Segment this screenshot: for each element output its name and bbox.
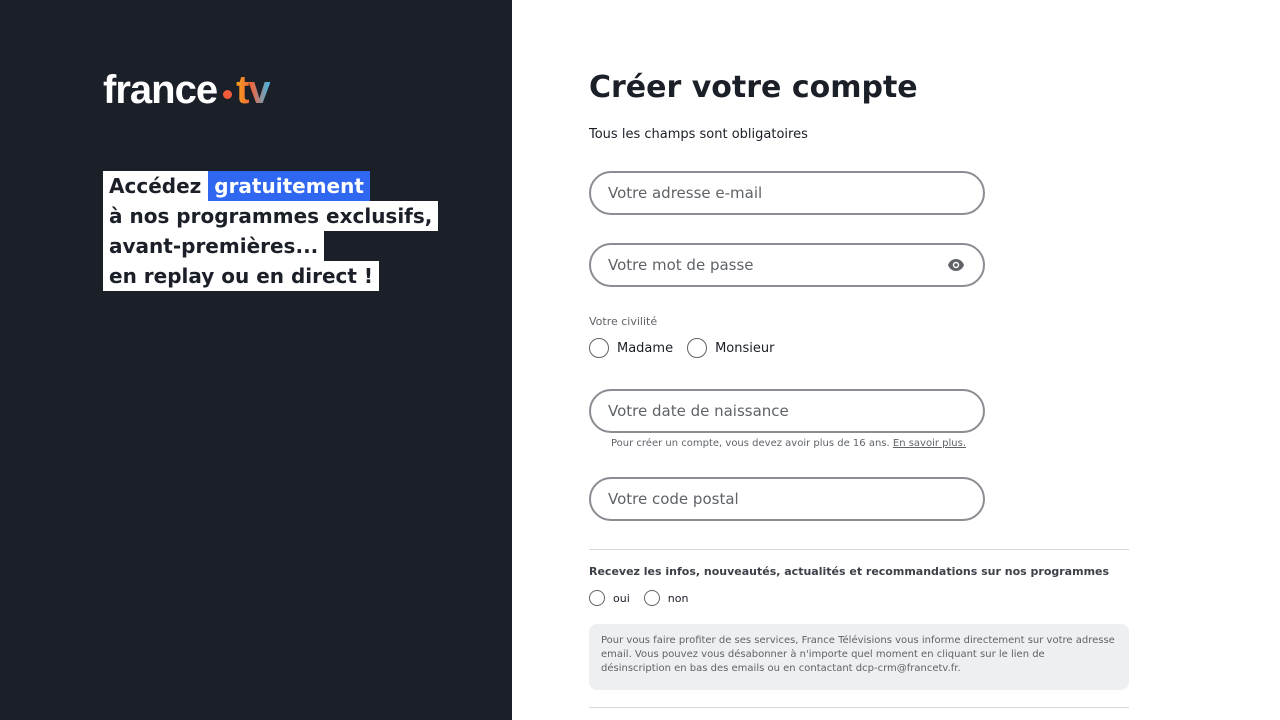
tagline-line-1-start: Accédez	[109, 174, 202, 198]
email-input[interactable]	[606, 183, 930, 203]
promo-tagline	[103, 171, 438, 291]
radio-non[interactable]	[644, 590, 689, 606]
radio-madame[interactable]	[589, 338, 673, 358]
password-field[interactable]	[589, 243, 985, 287]
age-hint	[611, 438, 966, 449]
radio-madame-label: Madame	[617, 340, 674, 356]
learn-more-link[interactable]: En savoir plus.	[892, 438, 967, 449]
radio-circle[interactable]	[644, 590, 660, 606]
radio-circle[interactable]	[589, 590, 605, 606]
tagline-highlight: gratuitement	[208, 171, 370, 201]
tagline-line-4: en replay ou en direct !	[103, 261, 379, 291]
divider	[589, 549, 1129, 550]
radio-monsieur-label: Monsieur	[715, 340, 775, 356]
newsletter-question: Recevez les infos, nouveautés, actualités et recommandations sur nos programmes	[589, 565, 1110, 578]
radio-oui-label: oui	[613, 591, 630, 605]
radio-oui[interactable]	[589, 590, 630, 606]
radio-circle[interactable]	[589, 338, 609, 358]
logo-text-suffix: tv	[236, 68, 270, 112]
age-hint-text: Pour créer un compte, vous devez avoir plus de 16 ans.	[611, 438, 890, 449]
logo-text-main: france	[103, 68, 218, 112]
tagline-line-2: à nos programmes exclusifs,	[103, 201, 438, 231]
form-title: Créer votre compte	[589, 70, 918, 105]
email-field[interactable]	[589, 171, 985, 215]
radio-monsieur[interactable]	[687, 338, 774, 358]
civility-options	[589, 338, 788, 358]
civility-label: Votre civilité	[589, 315, 658, 328]
divider-bottom	[589, 707, 1129, 708]
promo-panel	[0, 0, 512, 720]
radio-circle[interactable]	[687, 338, 707, 358]
privacy-info-box: Pour vous faire profiter de ses services, France Télévisions vous informe directement sur votre adresse email. Vous pouvez vous désabonner à n'importe quel moment en cliquant sur le lien de désinscription en bas des emails ou en contactant dcp-crm@francetv.fr.	[589, 624, 1129, 690]
birthdate-field[interactable]	[589, 389, 985, 433]
birthdate-input[interactable]	[606, 401, 930, 421]
form-subtitle: Tous les champs sont obligatoires	[589, 127, 808, 142]
radio-non-label: non	[667, 591, 689, 605]
postal-code-field[interactable]	[589, 477, 985, 521]
newsletter-options	[589, 590, 702, 606]
postal-code-input[interactable]	[606, 489, 930, 509]
logo-dot	[223, 90, 232, 99]
francetv-logo[interactable]	[103, 66, 270, 114]
tagline-line-3: avant-premières...	[103, 231, 324, 261]
password-input[interactable]	[606, 255, 930, 275]
tagline-line-1	[103, 171, 370, 201]
eye-icon[interactable]	[947, 258, 965, 272]
